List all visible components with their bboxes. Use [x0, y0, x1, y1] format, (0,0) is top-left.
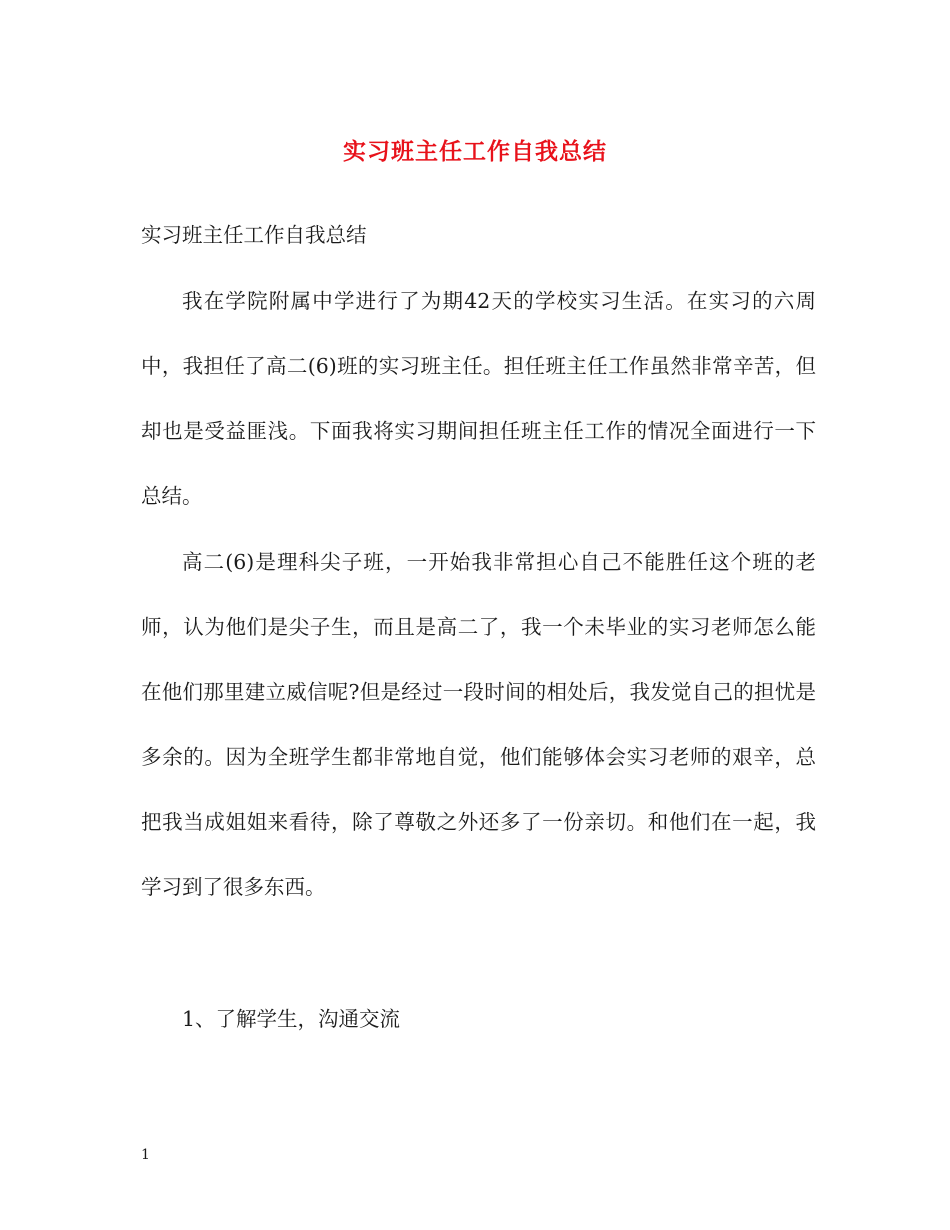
document-subtitle: 实习班主任工作自我总结	[141, 223, 367, 247]
document-title: 实习班主任工作自我总结	[343, 138, 607, 165]
page-number: 1	[141, 1147, 150, 1163]
paragraph-1: 我在学院附属中学进行了为期42天的学校实习生活。在实习的六周中，我担任了高二(6)班的实习班主任。担任班主任工作虽然非常辛苦，但却也是受益匪浅。下面我将实习期间担任班主任工作的情况全面进行一下总结。	[141, 289, 816, 508]
paragraph-2: 高二(6)是理科尖子班，一开始我非常担心自己不能胜任这个班的老师，认为他们是尖子生，而且是高二了，我一个未毕业的实习老师怎么能在他们那里建立威信呢?但是经过一段时间的相处后，我发觉自己的担忧是多余的。因为全班学生都非常地自觉，他们能够体会实习老师的艰辛，总把我当成姐姐来看待，除了尊敬之外还多了一份亲切。和他们在一起，我学习到了很多东西。	[141, 550, 816, 899]
section-heading-1: 1、了解学生，沟通交流	[182, 1007, 401, 1031]
